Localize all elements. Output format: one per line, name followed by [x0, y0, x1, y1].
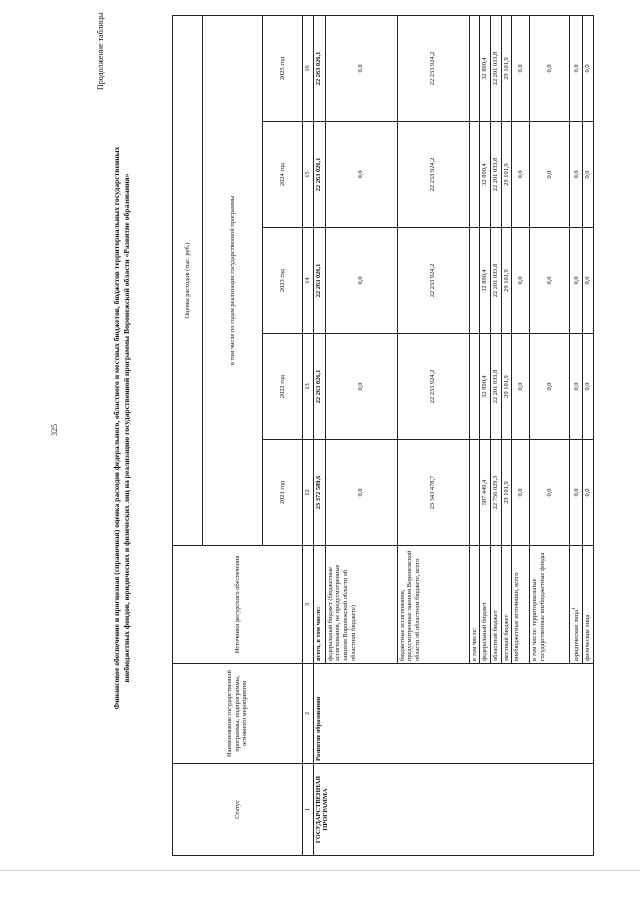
source-label: в том числе: территориальные государственные внебюджетные фонды	[531, 552, 547, 661]
value-cell: 0,0	[583, 334, 594, 440]
value-cell: 0,0	[530, 334, 570, 440]
header-estimate: Оценка расходов (тыс. руб.)	[173, 15, 203, 545]
value-cell: 22 233 924,2	[397, 122, 469, 228]
value-cell: 32 890,4	[480, 228, 491, 334]
source-label: в том числе:	[470, 627, 478, 661]
value-cell	[469, 122, 480, 228]
header-status: Статус	[173, 764, 303, 856]
value-cell: 32 890,4	[480, 15, 491, 121]
value-cell: 0,0	[512, 334, 530, 440]
value-cell: 0,0	[583, 440, 594, 546]
value-cell: 0,0	[570, 334, 583, 440]
value-cell: 32 890,4	[480, 334, 491, 440]
source-cell	[512, 546, 530, 664]
value-cell: 0,0	[325, 228, 397, 334]
source-label: всего, в том числе:	[314, 606, 322, 661]
value-cell: 0,0	[512, 15, 530, 121]
col-number: 15	[303, 122, 314, 228]
source-cell	[491, 546, 502, 664]
header-by-years: в том числе по годам реализации государственной программы	[203, 15, 263, 545]
value-cell: 32 890,4	[480, 122, 491, 228]
value-cell: 0,0	[570, 15, 583, 121]
header-year: 2022 год	[263, 334, 303, 440]
value-cell: 22 201 033,8	[491, 122, 502, 228]
source-cell	[530, 546, 570, 664]
source-cell	[325, 546, 397, 664]
value-cell: 23 372 580,6	[313, 440, 325, 546]
value-cell	[469, 440, 480, 546]
value-cell: 0,0	[512, 228, 530, 334]
source-label: юридические лица	[573, 610, 581, 661]
header-source: Источники ресурсного обеспечения	[173, 546, 303, 664]
finance-table	[172, 15, 594, 856]
header-year: 2021 год	[263, 440, 303, 546]
document-title: Финансовое обеспечение и прогнозная (справочная) оценка расходов федерального, областного и местных бюджетов, бюджетов территориальных государственных внебюджетных фондов, юридических и физических лиц на реализацию государственной программы Воронежской области «Развитие образования»	[112, 146, 131, 710]
source-label: местный бюджет	[502, 614, 510, 661]
source-label: физические лица	[584, 614, 592, 661]
col-number: 3	[303, 546, 314, 664]
table-body	[313, 15, 593, 855]
value-cell: 22 263 026,1	[313, 228, 325, 334]
program-name-cell: Развитие образования	[313, 664, 593, 764]
header-year: 2025 год	[263, 15, 303, 121]
value-cell: 0,0	[325, 15, 397, 121]
header-year: 2024 год	[263, 122, 303, 228]
footnote-mark: 1	[571, 607, 578, 611]
source-cell	[501, 546, 512, 664]
col-number: 12	[303, 440, 314, 546]
value-cell: 0,0	[512, 440, 530, 546]
source-cell	[570, 546, 583, 664]
value-cell: 22 263 026,1	[313, 15, 325, 121]
value-cell: 22 756 029,3	[491, 440, 502, 546]
value-cell: 0,0	[530, 15, 570, 121]
value-cell: 22 263 026,1	[313, 334, 325, 440]
value-cell: 0,0	[570, 228, 583, 334]
value-cell: 0,0	[530, 122, 570, 228]
value-cell: 23 343 478,7	[397, 440, 469, 546]
source-label: федеральный бюджет (бюджетные ассигнования, не предусмотренные законом Воронежской области об областном бюджете)	[326, 564, 357, 661]
value-cell: 0,0	[325, 122, 397, 228]
value-cell: 0,0	[583, 122, 594, 228]
col-number: 16	[303, 15, 314, 121]
value-cell: 29 101,9	[501, 334, 512, 440]
value-cell: 0,0	[570, 440, 583, 546]
source-label: внебюджетные источники, всего	[513, 572, 521, 661]
value-cell: 29 101,9	[501, 122, 512, 228]
value-cell: 22 233 924,2	[397, 15, 469, 121]
col-number: 14	[303, 228, 314, 334]
value-cell: 0,0	[530, 440, 570, 546]
value-cell: 0,0	[325, 334, 397, 440]
source-cell	[469, 546, 480, 664]
continued-note: Продолжение таблицы	[96, 12, 105, 90]
value-cell: 22 201 033,8	[491, 228, 502, 334]
value-cell: 22 201 033,8	[491, 15, 502, 121]
source-cell	[397, 546, 469, 664]
value-cell: 22 233 924,2	[397, 334, 469, 440]
value-cell: 0,0	[570, 122, 583, 228]
value-cell: 22 233 924,2	[397, 228, 469, 334]
page-number: 325	[50, 424, 59, 436]
col-number: 1	[303, 764, 314, 856]
value-cell	[469, 334, 480, 440]
source-label: бюджетные ассигнования, предусмотренные законом Воронежской области об областном бюджете, всего	[398, 550, 422, 661]
source-label: федеральный бюджет	[481, 602, 489, 661]
value-cell: 29 101,9	[501, 440, 512, 546]
value-cell	[469, 228, 480, 334]
rotated-table-wrapper	[172, 16, 607, 856]
scan-edge-line	[0, 870, 640, 871]
col-number: 13	[303, 334, 314, 440]
source-cell	[583, 546, 594, 664]
value-cell	[469, 15, 480, 121]
source-cell	[480, 546, 491, 664]
status-cell: ГОСУДАРСТВЕННАЯ ПРОГРАММА	[313, 764, 593, 856]
header-year: 2023 год	[263, 228, 303, 334]
value-cell: 0,0	[583, 228, 594, 334]
value-cell: 22 263 026,1	[313, 122, 325, 228]
value-cell: 29 101,9	[501, 228, 512, 334]
header-name: Наименование государственной программы, подпрограммы, основного мероприятия	[173, 664, 303, 764]
value-cell: 0,0	[325, 440, 397, 546]
source-cell	[313, 546, 325, 664]
value-cell: 0,0	[512, 122, 530, 228]
col-number: 2	[303, 664, 314, 764]
value-cell: 587 449,4	[480, 440, 491, 546]
value-cell: 22 201 033,8	[491, 334, 502, 440]
source-label: областной бюджет	[492, 610, 500, 661]
value-cell: 29 101,9	[501, 15, 512, 121]
table-row	[313, 15, 325, 855]
value-cell: 0,0	[530, 228, 570, 334]
value-cell: 0,0	[583, 15, 594, 121]
